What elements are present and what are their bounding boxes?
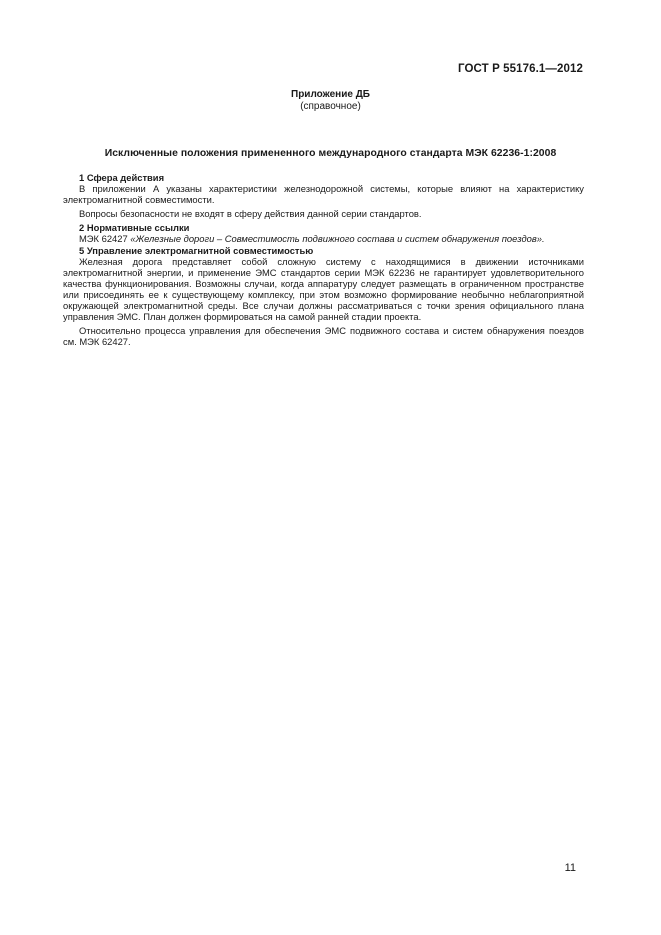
ref-title: «Железные дороги – Совместимость подвижного состава и систем обнаружения поездов». <box>130 233 545 245</box>
scope-paragraph-2: Вопросы безопасности не входят в сферу действия данной серии стандартов. <box>79 208 422 220</box>
scope-heading: 1 Сфера действия <box>79 172 165 183</box>
document-code: ГОСТ Р 55176.1—2012 <box>458 63 583 75</box>
section-heading: Исключенные положения примененного международного стандарта МЭК 62236-1:2008 <box>104 148 557 159</box>
annex-title: Приложение ДБ <box>291 89 370 100</box>
ref-code: МЭК 62427 <box>79 233 131 245</box>
refs-paragraph <box>63 233 584 244</box>
body-text <box>63 172 584 347</box>
emc-heading: 5 Управление электромагнитной совместимостью <box>79 244 314 256</box>
scope-paragraph-1: В приложении А указаны характеристики железнодорожной системы, которые влияют на характеристику электромагнитной совместимости. <box>63 183 584 206</box>
emc-paragraph-2: Относительно процесса управления для обеспечения ЭМС подвижного состава и систем обнаружения поездов см. МЭК 62427. <box>63 325 584 348</box>
annex-subtitle: (справочное) <box>300 101 361 112</box>
emc-paragraph-1: Железная дорога представляет собой сложную систему с находящимися в движении источниками электромагнитной энергии, и применение ЭМС стандартов серии МЭК 62236 не гарантирует удовлетворительного качества функционирования. Возможны случаи, когда аппаратуру следует размещать в ограниченном пространстве или присоединять ее к существующему комплексу, при этом возможно формирование необычно неблагоприятной окружающей электромагнитной среды. Все случаи должны рассматриваться с точки зрения официального плана управления ЭМС. План должен формироваться на самой ранней стадии проекта. <box>63 255 584 323</box>
refs-heading: 2 Нормативные ссылки <box>79 222 190 234</box>
annex-block <box>0 89 661 113</box>
page-number: 11 <box>564 862 576 874</box>
